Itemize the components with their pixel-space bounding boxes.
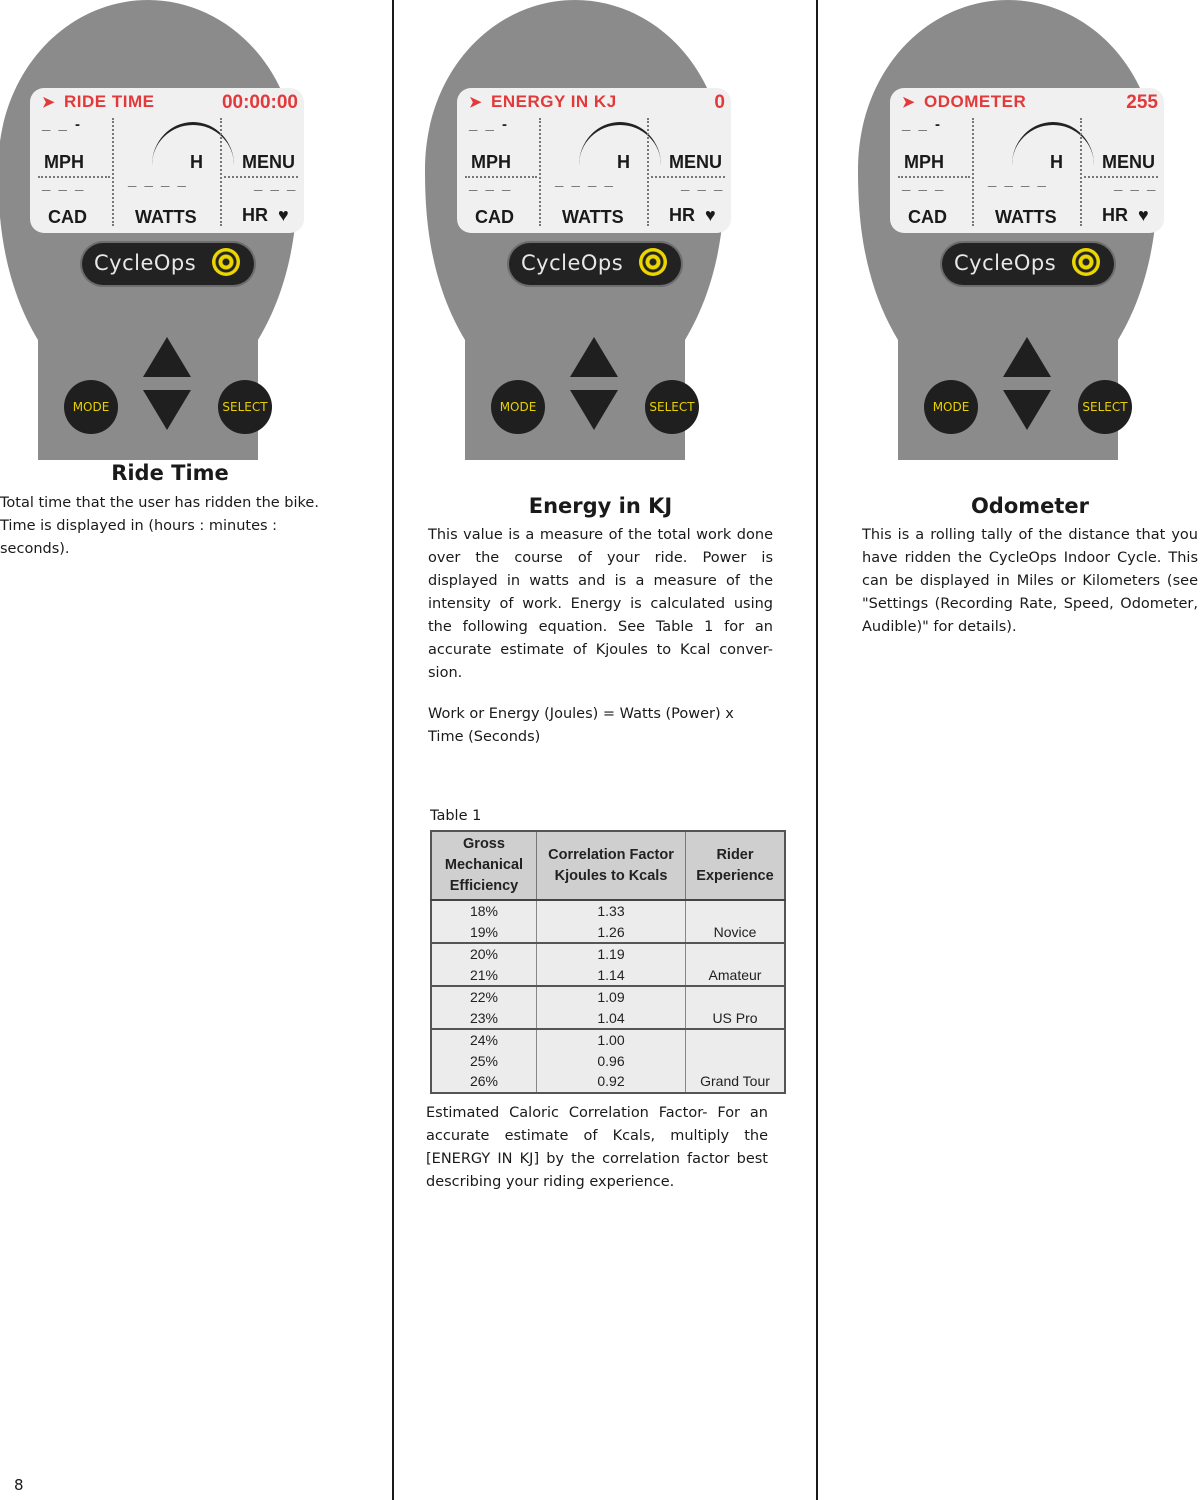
cad-label: CAD bbox=[908, 207, 947, 227]
correlation-factor-cell: 1.14 bbox=[537, 965, 686, 987]
watts-digits: _ _ _ _ bbox=[988, 172, 1048, 189]
efficiency-cell: 20% bbox=[431, 943, 537, 965]
cycleops-logo: CycleOps bbox=[509, 243, 681, 285]
cad-label: CAD bbox=[48, 207, 87, 227]
watts-digits: _ _ _ _ bbox=[128, 172, 188, 189]
efficiency-cell: 23% bbox=[431, 1008, 537, 1030]
rider-experience-cell: US Pro bbox=[686, 986, 786, 1029]
mph-label: MPH bbox=[44, 152, 84, 172]
lcd-divider bbox=[1080, 118, 1082, 226]
energy-heading: Energy in KJ bbox=[528, 494, 673, 518]
table-caption: Table 1 bbox=[430, 808, 482, 824]
correlation-factor-cell: 1.19 bbox=[537, 943, 686, 965]
correlation-factor-cell: 1.09 bbox=[537, 986, 686, 1008]
efficiency-cell: 24% bbox=[431, 1029, 537, 1051]
watts-label: WATTS bbox=[562, 207, 624, 227]
speed-digits: _ _ - bbox=[42, 116, 83, 133]
table-row bbox=[431, 943, 785, 965]
cycleops-logo: CycleOps bbox=[942, 243, 1114, 285]
odometer-heading: Odometer bbox=[970, 494, 1090, 518]
lcd-display bbox=[890, 88, 1164, 233]
table-header: Rider Experience bbox=[686, 831, 786, 900]
speed-digits: _ _ - bbox=[469, 116, 510, 133]
lcd-divider bbox=[647, 118, 649, 226]
mph-label: MPH bbox=[904, 152, 944, 172]
watts-digits: _ _ _ _ bbox=[555, 172, 615, 189]
hr-digits: _ _ _ bbox=[254, 176, 298, 193]
correlation-factor-cell: 1.33 bbox=[537, 900, 686, 922]
efficiency-cell: 18% bbox=[431, 900, 537, 922]
table-header: Correlation Factor Kjoules to Kcals bbox=[537, 831, 686, 900]
watts-label: WATTS bbox=[135, 207, 197, 227]
h-label: H bbox=[617, 152, 630, 172]
lcd-mode-title: ➤ RIDE TIME bbox=[42, 92, 155, 111]
correlation-factor-cell: 0.96 bbox=[537, 1051, 686, 1072]
heart-icon: ♥ bbox=[1138, 205, 1149, 225]
column-divider-right bbox=[816, 0, 818, 1500]
menu-label: MENU bbox=[242, 152, 295, 172]
cycleops-logo-mark-icon bbox=[1072, 248, 1100, 276]
device-odometer bbox=[858, 0, 1158, 460]
select-button[interactable]: SELECT bbox=[1078, 380, 1132, 434]
watts-label: WATTS bbox=[995, 207, 1057, 227]
energy-description: This value is a measure of the total work done over the course of your ride. Power is displayed in watts and is a measure of the intensity of work. Energy is calculated using the following equation. See Table 1 for an accurate estimate of Kjoules to Kcal conver-sion. bbox=[428, 527, 773, 681]
table-footnote: Estimated Caloric Correlation Factor- For an accurate estimate of Kcals, multiply the [ENERGY IN KJ] by the correlation factor best describing your riding experience. bbox=[426, 1105, 768, 1190]
hr-label: HR ♥ bbox=[242, 205, 289, 225]
down-arrow-button[interactable] bbox=[570, 390, 618, 430]
arrow-icon: ➤ bbox=[902, 94, 916, 111]
hr-digits: _ _ _ bbox=[681, 176, 725, 193]
cycleops-logo: CycleOps bbox=[82, 243, 254, 285]
lcd-mode-value: 0 bbox=[714, 92, 725, 113]
table-header: Gross Mechanical Efficiency bbox=[431, 831, 537, 900]
efficiency-cell: 26% bbox=[431, 1071, 537, 1093]
lcd-divider bbox=[898, 176, 970, 178]
menu-label: MENU bbox=[669, 152, 722, 172]
hr-digits: _ _ _ bbox=[1114, 176, 1158, 193]
rider-experience-cell: Novice bbox=[686, 900, 786, 943]
rider-experience-cell: Amateur bbox=[686, 943, 786, 986]
mode-button[interactable]: MODE bbox=[491, 380, 545, 434]
up-arrow-button[interactable] bbox=[1003, 337, 1051, 377]
lcd-mode-title: ➤ ODOMETER bbox=[902, 92, 1027, 111]
energy-equation: Work or Energy (Joules) = Watts (Power) x Time (Seconds) bbox=[428, 706, 734, 745]
lcd-display bbox=[457, 88, 731, 233]
lcd-mode-value: 255 bbox=[1126, 92, 1158, 113]
up-arrow-button[interactable] bbox=[143, 337, 191, 377]
heart-icon: ♥ bbox=[278, 205, 289, 225]
table-row bbox=[431, 986, 785, 1008]
correlation-factor-cell: 1.04 bbox=[537, 1008, 686, 1030]
h-label: H bbox=[1050, 152, 1063, 172]
lcd-divider bbox=[465, 176, 537, 178]
rider-experience-cell: Grand Tour bbox=[686, 1029, 786, 1093]
efficiency-cell: 19% bbox=[431, 922, 537, 944]
speed-digits: _ _ - bbox=[902, 116, 943, 133]
lcd-divider bbox=[539, 118, 541, 226]
lcd-divider bbox=[112, 118, 114, 226]
menu-label: MENU bbox=[1102, 152, 1155, 172]
efficiency-cell: 21% bbox=[431, 965, 537, 987]
efficiency-cell: 22% bbox=[431, 986, 537, 1008]
arrow-icon: ➤ bbox=[469, 94, 483, 111]
down-arrow-button[interactable] bbox=[1003, 390, 1051, 430]
mode-button[interactable]: MODE bbox=[924, 380, 978, 434]
table-row bbox=[431, 900, 785, 922]
odometer-description: This is a rolling tally of the distance that you have ridden the CycleOps Indoor Cycle. This can be displayed in Miles or Kilometers (see "Settings (Recording Rate, Speed, Odometer, Audible)" for details). bbox=[862, 527, 1198, 635]
correlation-factor-cell: 0.92 bbox=[537, 1071, 686, 1093]
device-energy bbox=[425, 0, 725, 460]
lcd-divider bbox=[224, 176, 298, 178]
cycleops-logo-mark-icon bbox=[212, 248, 240, 276]
arrow-icon: ➤ bbox=[42, 94, 56, 111]
cad-digits: _ _ _ bbox=[902, 176, 946, 193]
lcd-divider bbox=[1084, 176, 1158, 178]
cad-digits: _ _ _ bbox=[469, 176, 513, 193]
cad-label: CAD bbox=[475, 207, 514, 227]
heart-icon: ♥ bbox=[705, 205, 716, 225]
h-label: H bbox=[190, 152, 203, 172]
down-arrow-button[interactable] bbox=[143, 390, 191, 430]
page-number: 8 bbox=[14, 1476, 24, 1494]
table-row bbox=[431, 1029, 785, 1051]
lcd-divider bbox=[38, 176, 110, 178]
correlation-factor-cell: 1.00 bbox=[537, 1029, 686, 1051]
select-button[interactable]: SELECT bbox=[645, 380, 699, 434]
lcd-divider bbox=[651, 176, 725, 178]
column-divider-left bbox=[392, 0, 394, 1500]
select-button[interactable]: SELECT bbox=[218, 380, 272, 434]
ride-time-description: Total time that the user has ridden the bike. Time is displayed in (hours : minutes : seconds). bbox=[0, 495, 319, 557]
lcd-divider bbox=[972, 118, 974, 226]
cad-digits: _ _ _ bbox=[42, 176, 86, 193]
up-arrow-button[interactable] bbox=[570, 337, 618, 377]
lcd-divider bbox=[220, 118, 222, 226]
correlation-table bbox=[430, 830, 786, 1094]
correlation-factor-cell: 1.26 bbox=[537, 922, 686, 944]
hr-label: HR ♥ bbox=[669, 205, 716, 225]
mph-label: MPH bbox=[471, 152, 511, 172]
efficiency-cell: 25% bbox=[431, 1051, 537, 1072]
lcd-mode-value: 00:00:00 bbox=[221, 92, 298, 113]
lcd-mode-title: ➤ ENERGY IN KJ bbox=[469, 92, 617, 111]
lcd-display bbox=[30, 88, 304, 233]
device-ride-time bbox=[0, 0, 298, 460]
mode-button[interactable]: MODE bbox=[64, 380, 118, 434]
hr-label: HR ♥ bbox=[1102, 205, 1149, 225]
cycleops-logo-mark-icon bbox=[639, 248, 667, 276]
ride-time-heading: Ride Time bbox=[111, 461, 229, 485]
